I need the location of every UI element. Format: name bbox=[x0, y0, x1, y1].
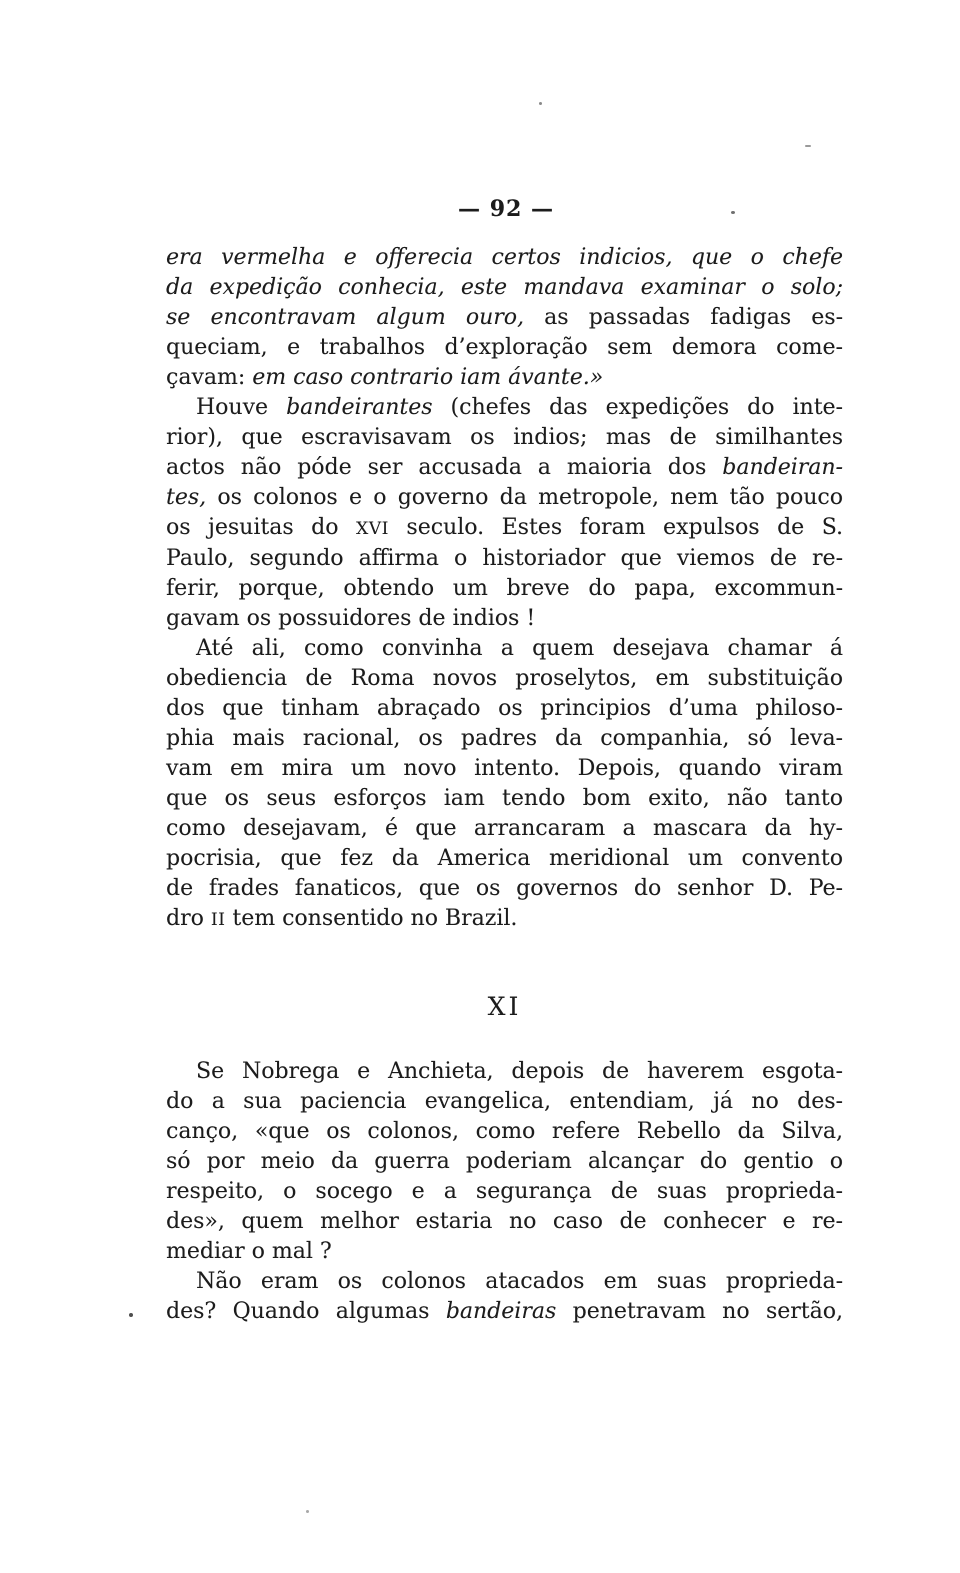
text-line: ferir, porque, obtendo um breve do papa, excommun- bbox=[166, 576, 843, 601]
text-line: rior), que escravisavam os indios; mas de similhantes bbox=[166, 425, 843, 450]
text-line: canço, «que os colonos, como refere Rebello da Silva, bbox=[166, 1119, 843, 1144]
text-line bbox=[166, 513, 843, 544]
text-segment-italic: em caso contrario iam ávante.» bbox=[252, 365, 604, 390]
text-line bbox=[166, 243, 843, 273]
text-segment: as passadas fadigas es- bbox=[524, 305, 843, 330]
scan-speck bbox=[306, 1510, 309, 1513]
text-line: Não eram os colonos atacados em suas proprieda- bbox=[196, 1269, 843, 1294]
text-line: mediar o mal ? bbox=[166, 1239, 332, 1264]
section-heading: XI bbox=[487, 992, 522, 1021]
text-line: do a sua paciencia evangelica, entendiam, já no des- bbox=[166, 1089, 843, 1114]
text-line: vam em mira um novo intento. Depois, quando viram bbox=[166, 756, 843, 781]
text-line bbox=[166, 393, 843, 423]
text-line bbox=[166, 363, 843, 393]
text-segment: dro bbox=[166, 906, 211, 931]
text-line bbox=[166, 453, 843, 483]
text-segment-italic: da expedição conhecia, este mandava examinar o solo; bbox=[166, 275, 843, 300]
scan-speck bbox=[129, 1313, 133, 1317]
text-segment: os jesuitas do bbox=[166, 515, 356, 540]
text-line: que os seus esforços iam tendo bom exito, não tanto bbox=[166, 786, 843, 811]
text-line: des», quem melhor estaria no caso de conhecer e re- bbox=[166, 1209, 843, 1234]
text-line: como desejavam, é que arrancaram a mascara da hy- bbox=[166, 816, 843, 841]
text-segment: os colonos e o governo da metropole, nem tão pouco bbox=[206, 485, 843, 510]
text-block bbox=[166, 243, 843, 1327]
text-segment: Houve bbox=[196, 395, 287, 420]
text-line bbox=[166, 483, 843, 513]
text-segment: des? Quando algumas bbox=[166, 1299, 446, 1324]
text-segment-italic: bandeiras bbox=[445, 1299, 557, 1324]
text-line: Se Nobrega e Anchieta, depois de haverem esgota- bbox=[196, 1059, 843, 1084]
text-line: de frades fanaticos, que os governos do senhor D. Pe- bbox=[166, 876, 843, 901]
text-line bbox=[166, 904, 843, 935]
text-segment: (chefes das expedições do inte- bbox=[432, 395, 843, 420]
text-line bbox=[166, 273, 843, 303]
text-line: respeito, o socego e a segurança de suas proprieda- bbox=[166, 1179, 843, 1204]
text-line: só por meio da guerra poderiam alcançar do gentio o bbox=[166, 1149, 843, 1174]
page-number: — 92 — bbox=[458, 196, 554, 222]
text-line: dos que tinham abraçado os principios d’uma philoso- bbox=[166, 696, 843, 721]
text-segment-italic: se encontravam algum ouro, bbox=[166, 305, 524, 330]
text-line bbox=[166, 1297, 843, 1327]
text-segment-italic: tes, bbox=[166, 485, 207, 510]
text-line: gavam os possuidores de indios ! bbox=[166, 606, 536, 631]
text-segment: seculo. Estes foram expulsos de S. bbox=[388, 515, 843, 540]
text-segment-smallcaps: II bbox=[210, 910, 226, 930]
text-line: Paulo, segundo affirma o historiador que viemos de re- bbox=[166, 546, 843, 571]
text-line: obediencia de Roma novos proselytos, em substituição bbox=[166, 666, 843, 691]
text-line bbox=[166, 303, 843, 333]
text-line: Até ali, como convinha a quem desejava chamar á bbox=[196, 636, 843, 661]
scan-speck bbox=[731, 211, 735, 214]
scan-speck bbox=[805, 145, 811, 147]
text-segment: çavam: bbox=[166, 365, 253, 390]
text-line: phia mais racional, os padres da companhia, só leva- bbox=[166, 726, 843, 751]
text-segment-smallcaps: XVI bbox=[356, 519, 389, 539]
text-line: pocrisia, que fez da America meridional um convento bbox=[166, 846, 843, 871]
text-line: queciam, e trabalhos d’exploração sem demora come- bbox=[166, 335, 843, 360]
text-segment: tem consentido no Brazil. bbox=[225, 906, 518, 931]
text-segment-italic: era vermelha e offerecia certos indicios, que o chefe bbox=[166, 245, 843, 270]
text-segment: penetravam no sertão, bbox=[556, 1299, 843, 1324]
scan-speck bbox=[539, 102, 542, 105]
text-segment: actos não póde ser accusada a maioria dos bbox=[166, 455, 723, 480]
text-segment-italic: bandeirantes bbox=[286, 395, 433, 420]
text-segment-italic: bandeiran- bbox=[722, 455, 843, 480]
